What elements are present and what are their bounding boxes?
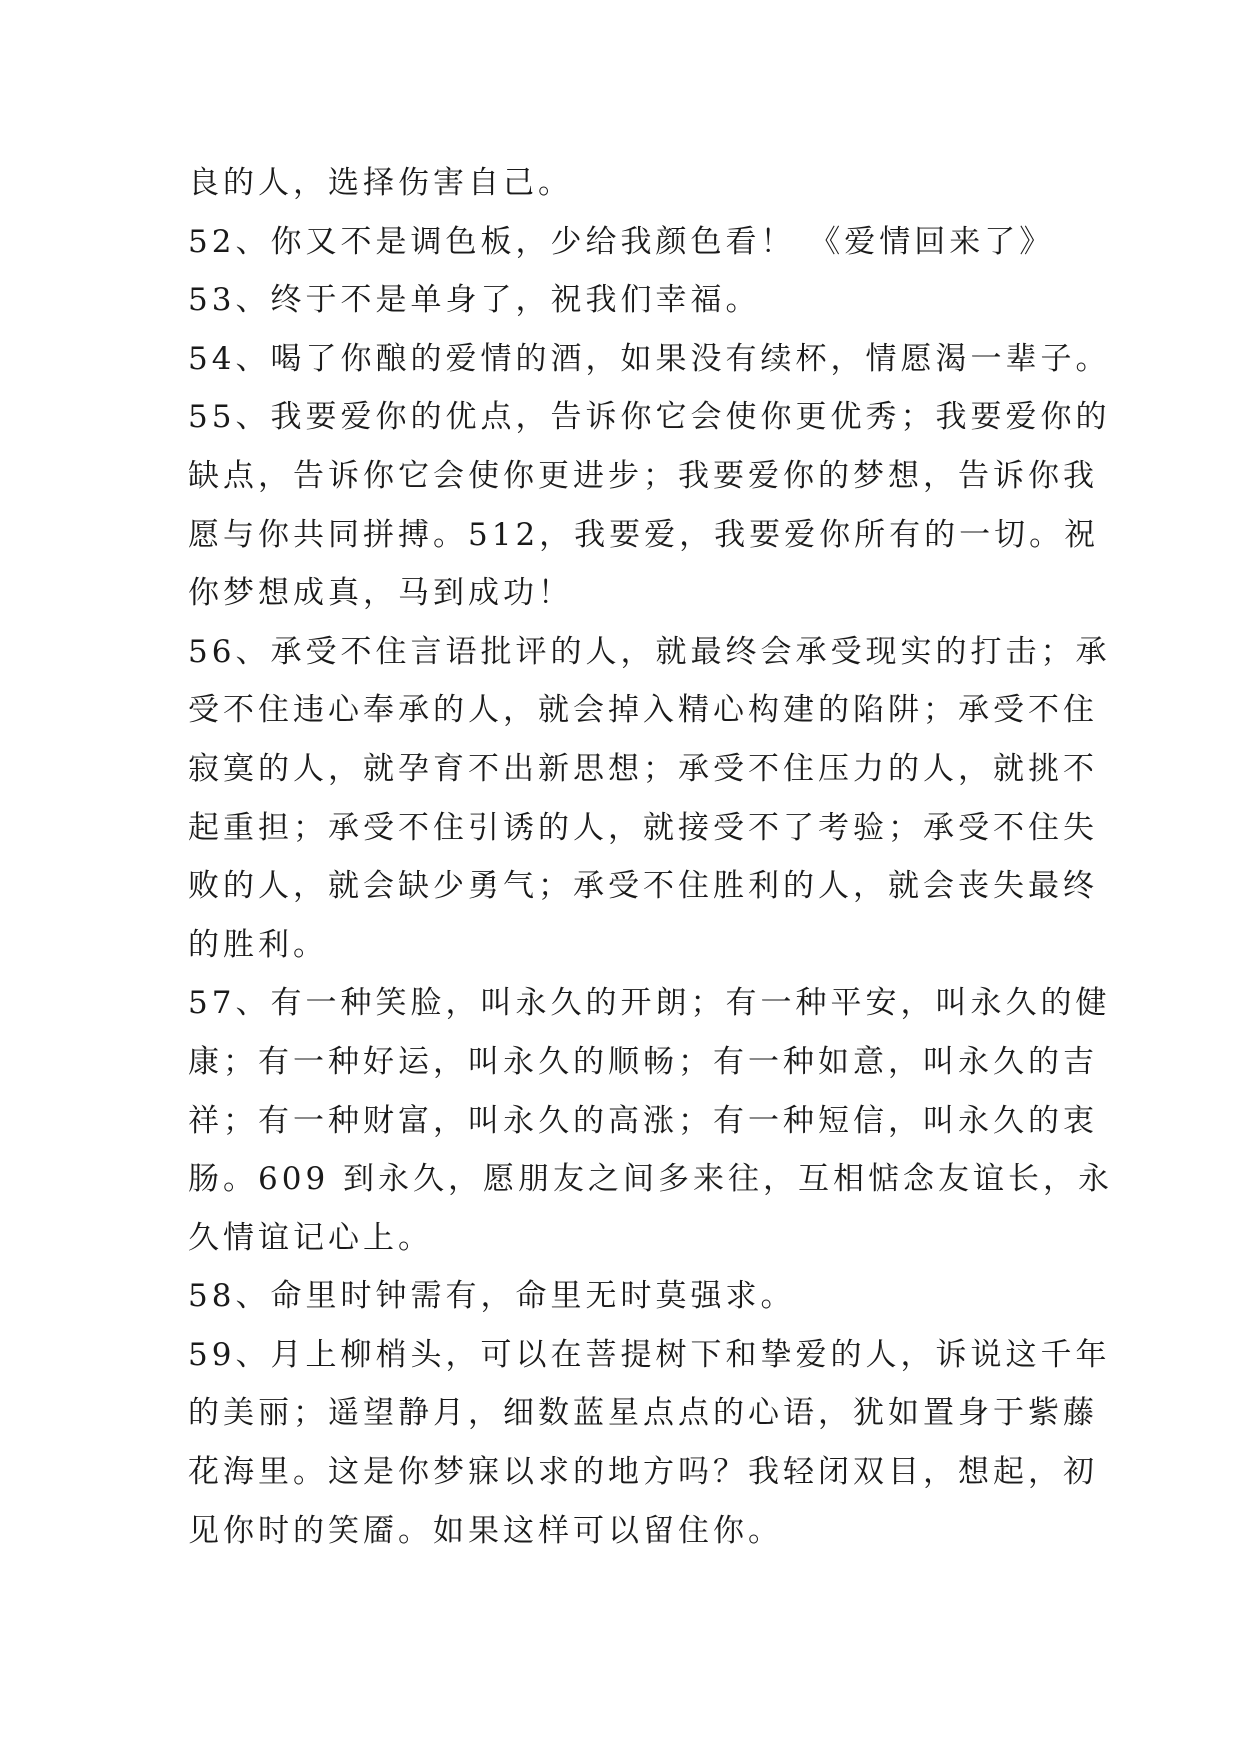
text-line: 寂寞的人，就孕育不出新思想；承受不住压力的人，就挑不 xyxy=(188,750,1098,787)
text-line: 康；有一种好运，叫永久的顺畅；有一种如意，叫永久的吉 xyxy=(188,1043,1098,1080)
text-line: 54、喝了你酿的爱情的酒，如果没有续杯，情愿渴一辈子。 xyxy=(188,340,1111,377)
text-line: 的胜利。 xyxy=(188,926,328,963)
text-line: 败的人，就会缺少勇气；承受不住胜利的人，就会丧失最终 xyxy=(188,868,1098,905)
text-line: 59、月上柳梢头，可以在菩提树下和挚爱的人，诉说这千年 xyxy=(188,1336,1111,1373)
text-line: 祥；有一种财富，叫永久的高涨；有一种短信，叫永久的衷 xyxy=(188,1102,1098,1139)
text-line: 愿与你共同拼搏。512，我要爱，我要爱你所有的一切。祝 xyxy=(188,516,1100,553)
text-line: 久情谊记心上。 xyxy=(188,1219,433,1256)
text-line: 受不住违心奉承的人，就会掉入精心构建的陷阱；承受不住 xyxy=(188,692,1098,729)
text-line: 见你时的笑靥。如果这样可以留住你。 xyxy=(188,1512,783,1549)
text-line: 你梦想成真，马到成功！ xyxy=(188,575,573,612)
text-line: 缺点，告诉你它会使你更进步；我要爱你的梦想，告诉你我 xyxy=(188,457,1098,494)
text-line: 56、承受不住言语批评的人，就最终会承受现实的打击；承 xyxy=(188,633,1111,670)
text-line: 58、命里时钟需有，命里无时莫强求。 xyxy=(188,1278,796,1315)
text-line: 55、我要爱你的优点，告诉你它会使你更优秀；我要爱你的 xyxy=(188,399,1111,436)
text-line: 良的人，选择伤害自己。 xyxy=(188,165,573,201)
text-line: 52、你又不是调色板，少给我颜色看！ 《爱情回来了》 xyxy=(188,223,1055,260)
text-line: 的美丽；遥望静月，细数蓝星点点的心语，犹如置身于紫藤 xyxy=(188,1395,1098,1432)
text-line: 57、有一种笑脸，叫永久的开朗；有一种平安，叫永久的健 xyxy=(188,985,1111,1022)
text-line: 起重担；承受不住引诱的人，就接受不了考验；承受不住失 xyxy=(188,809,1098,846)
text-line: 53、终于不是单身了，祝我们幸福。 xyxy=(188,282,761,319)
text-line: 肠。609 到永久，愿朋友之间多来往，互相惦念友谊长，永 xyxy=(188,1161,1114,1198)
text-line: 花海里。这是你梦寐以求的地方吗？我轻闭双目，想起，初 xyxy=(188,1454,1098,1491)
document-body xyxy=(188,154,1114,1560)
